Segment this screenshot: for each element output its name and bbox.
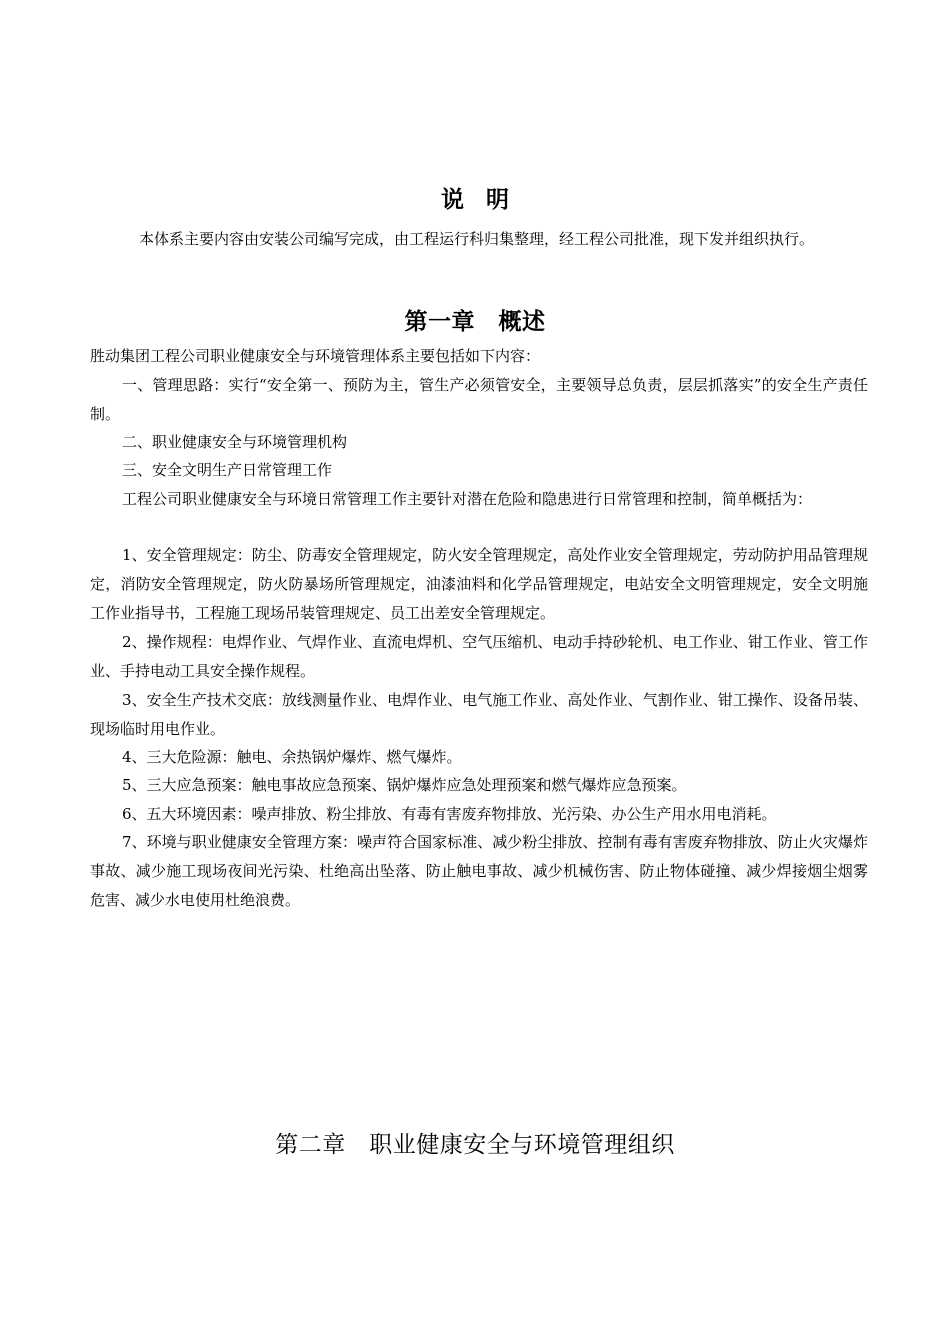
chapter1-item-technical-briefing: 3、安全生产技术交底：放线测量作业、电焊作业、电气施工作业、高处作业、气割作业、钳工操作、设备吊装、现场临时用电作业。 bbox=[90, 691, 868, 738]
intro-paragraph: 本体系主要内容由安装公司编写完成，由工程运行科归集整理，经工程公司批准，现下发并组织执行。 bbox=[139, 230, 815, 248]
chapter1-item-hazard-sources: 4、三大危险源：触电、余热锅炉爆炸、燃气爆炸。 bbox=[122, 748, 462, 766]
intro-title: 说明 bbox=[441, 187, 531, 213]
chapter1-item-safety-rules: 1、安全管理规定：防尘、防毒安全管理规定，防火安全管理规定，高处作业安全管理规定，劳动防护用品管理规定，消防安全管理规定，防火防暴场所管理规定，油漆油料和化学品管理规定，电站安全文明管理规定，安全文明施工作业指导书，工程施工现场吊装管理规定、员工出差安全管理规定。 bbox=[90, 546, 868, 622]
chapter1-item-emergency-plans: 5、三大应急预案：触电事故应急预案、锅炉爆炸应急处理预案和燃气爆炸应急预案。 bbox=[122, 776, 687, 794]
chapter1-item-environmental-factors: 6、五大环境因素：噪声排放、粉尘排放、有毒有害废弃物排放、光污染、办公生产用水用电消耗。 bbox=[122, 805, 777, 823]
chapter1-item-management-approach: 一、管理思路：实行“安全第一、预防为主，管生产必须管安全，主要领导总负责，层层抓落实”的安全生产责任制。 bbox=[90, 376, 868, 423]
chapter1-item-daily-work: 三、安全文明生产日常管理工作 bbox=[122, 461, 333, 479]
chapter1-item-operating-procedures: 2、操作规程：电焊作业、气焊作业、直流电焊机、空气压缩机、电动手持砂轮机、电工作业、钳工作业、管工作业、手持电动工具安全操作规程。 bbox=[90, 633, 868, 680]
chapter1-lead: 胜动集团工程公司职业健康安全与环境管理体系主要包括如下内容： bbox=[90, 347, 541, 365]
chapter1-item-organization: 二、职业健康安全与环境管理机构 bbox=[122, 433, 348, 451]
chapter1-title: 第一章 概述 bbox=[404, 309, 546, 335]
chapter1-item-management-plan: 7、环境与职业健康安全管理方案：噪声符合国家标准、减少粉尘排放、控制有毒有害废弃物排放、防止火灾爆炸事故、减少施工现场夜间光污染、杜绝高出坠落、防止触电事故、减少机械伤害、防止物体碰撞、减少焊接烟尘烟雾危害、减少水电使用杜绝浪费。 bbox=[90, 833, 868, 909]
chapter2-title: 第二章 职业健康安全与环境管理组织 bbox=[275, 1132, 675, 1158]
chapter1-daily-summary: 工程公司职业健康安全与环境日常管理工作主要针对潜在危险和隐患进行日常管理和控制，简单概括为： bbox=[122, 490, 813, 508]
